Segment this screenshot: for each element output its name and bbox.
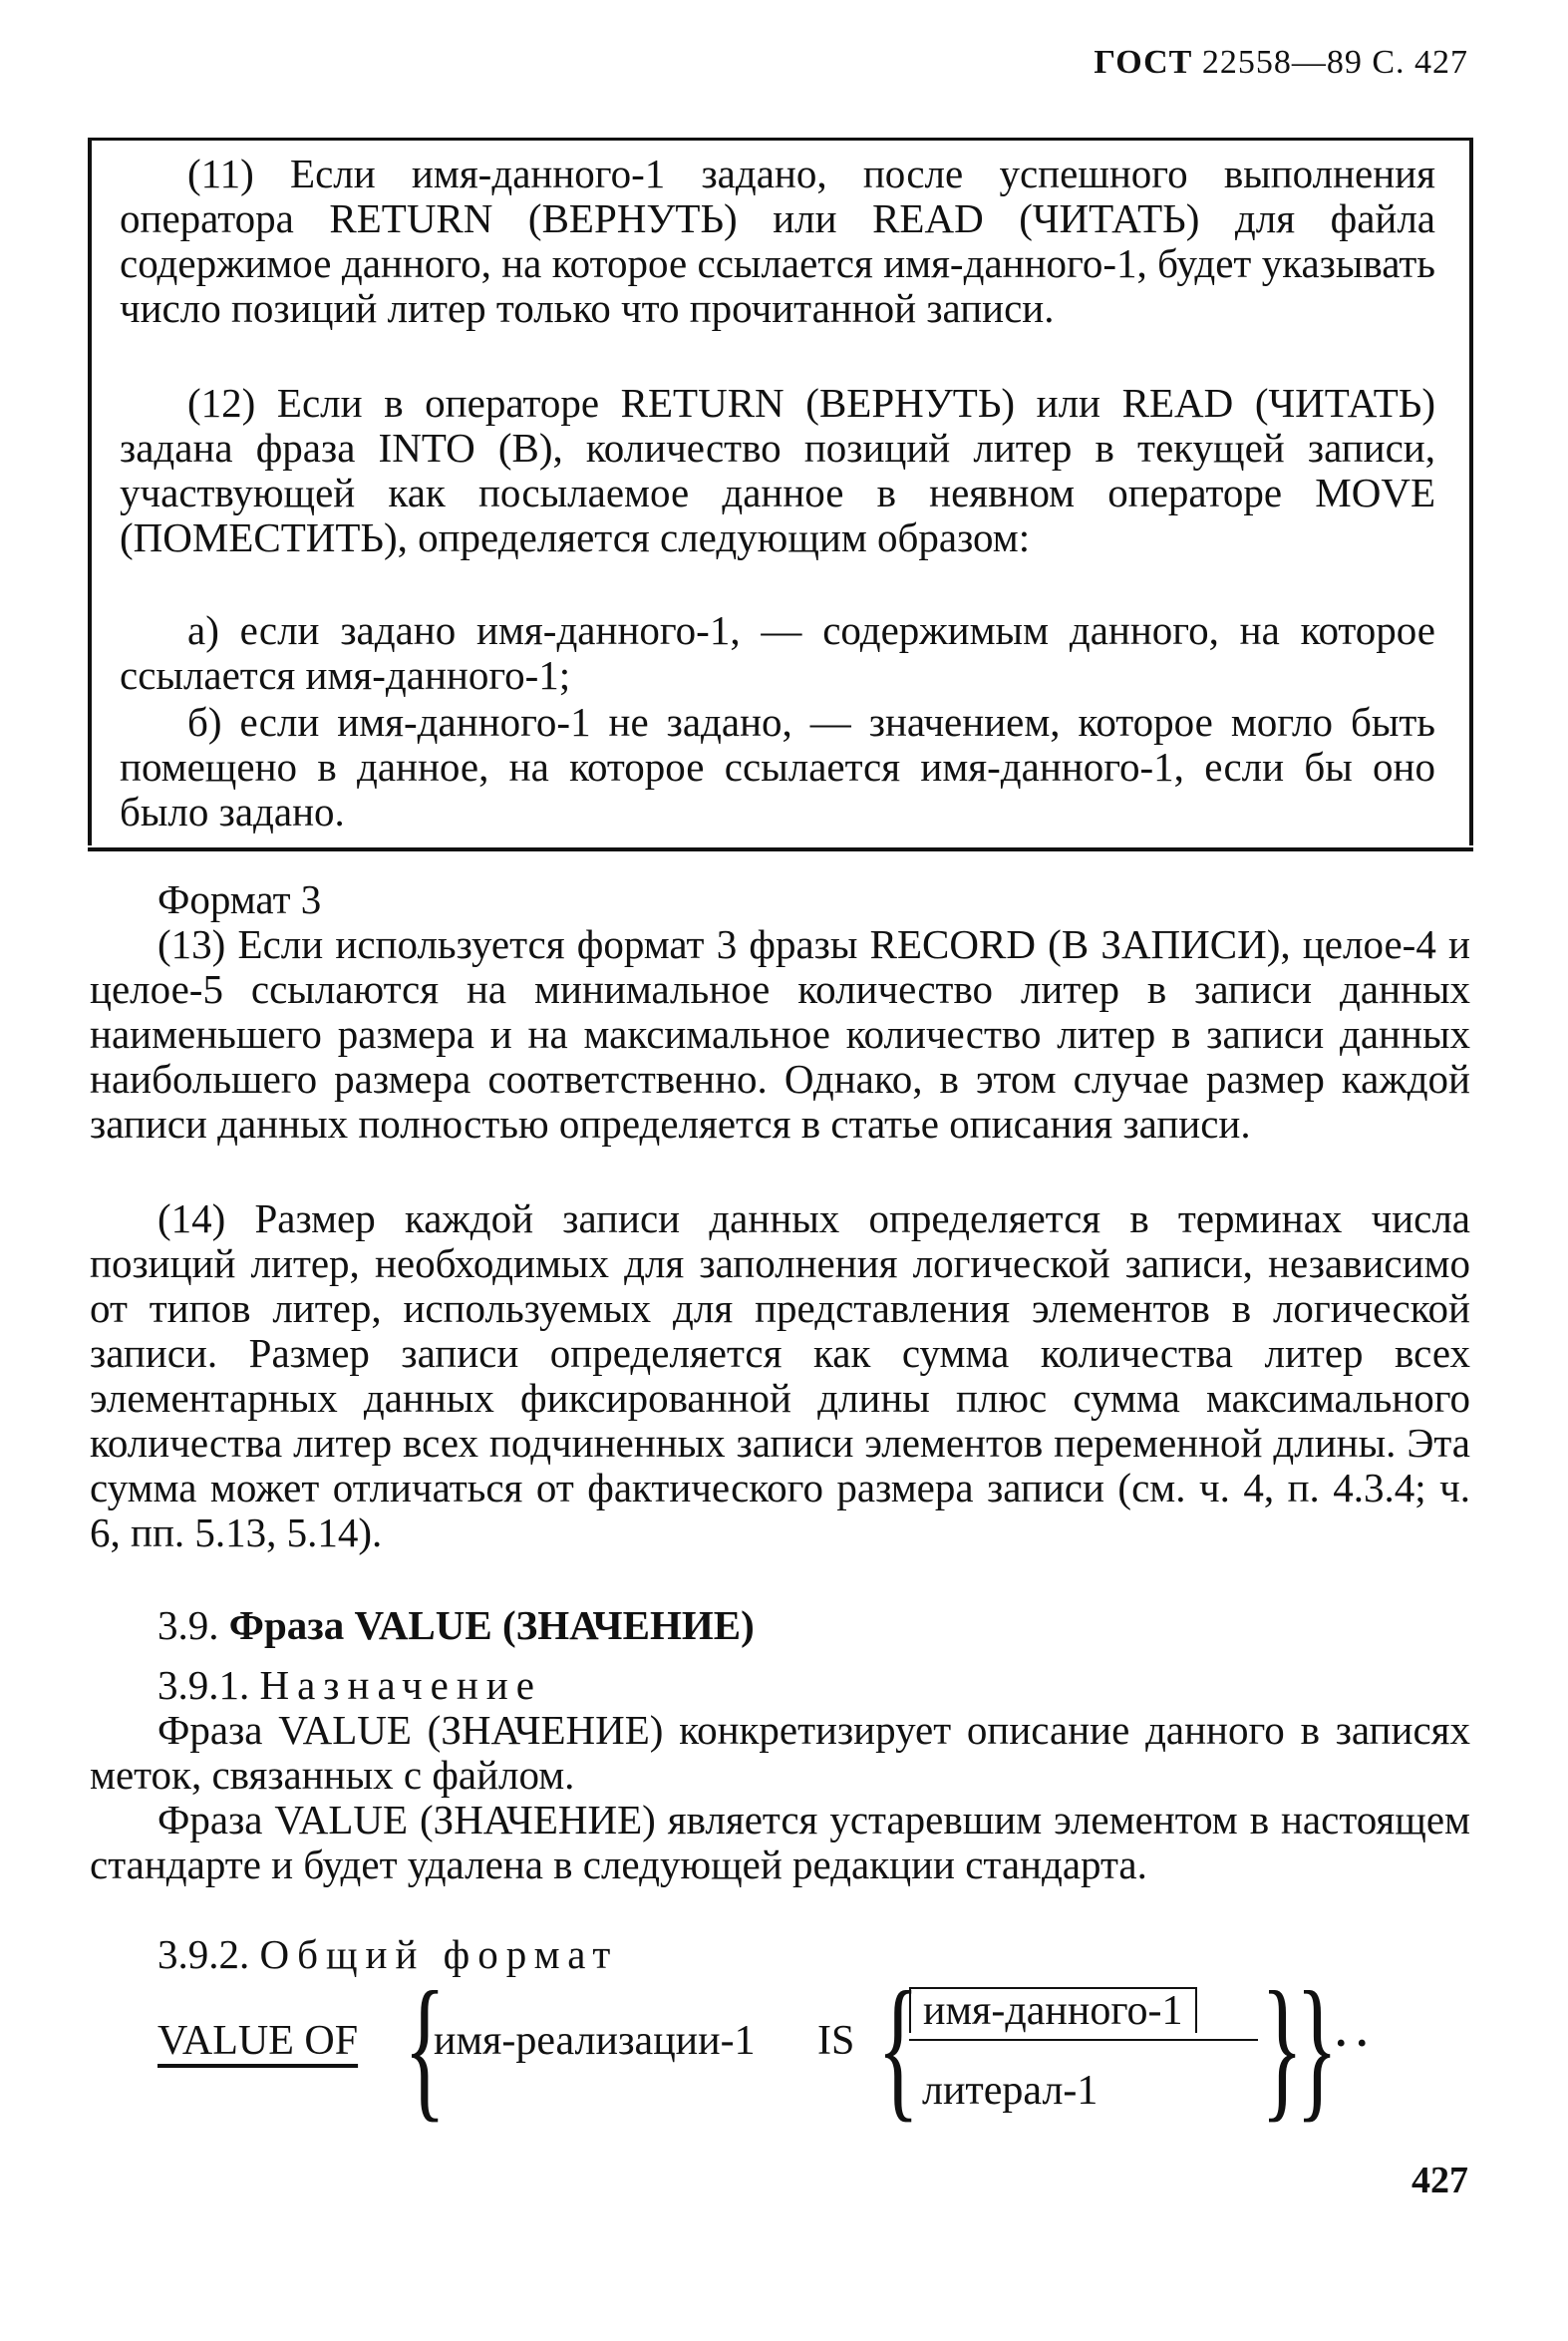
right-brace-outer: }: [1296, 1958, 1339, 2136]
syntax-option-1: имя-данного-1: [909, 1987, 1197, 2033]
subsection-1-heading: [90, 1663, 1470, 1708]
section-paragraph-1: Фраза VALUE (ЗНАЧЕНИЕ) конкретизирует описание данного в записях меток, связанных с файлом.: [90, 1707, 1470, 1798]
box-bottom-rule: [88, 847, 1473, 851]
standard-label: ГОСТ: [1094, 44, 1193, 81]
page-number: 427: [1411, 2160, 1468, 2201]
subsection-2-number: 3.9.2.: [157, 1931, 250, 1977]
syntax-is: IS: [817, 2018, 855, 2064]
section-title: Фраза VALUE (ЗНАЧЕНИЕ): [228, 1602, 755, 1648]
left-brace-outer: {: [404, 1958, 447, 2136]
subsection-1-title: Назначение: [259, 1662, 542, 1708]
paragraph-12b: б) если имя-данного-1 не задано, — значением, которое могло быть помещено в данное, на которое ссылается имя-данного-1, если бы оно было задано.: [120, 699, 1435, 835]
option-divider: [909, 2039, 1258, 2041]
format3-title: Формат 3: [157, 876, 322, 922]
paragraph-14: (14) Размер каждой записи данных определяется в терминах числа позиций литер, необходимых для заполнения логической записи, независимо от типов литер, используемых для представления элементов в логической записи. Размер записи определяется как сумма количества литер всех элементарных данных фиксированной длины плюс сумма максимального количества литер всех подчиненных записи элементов переменной длины. Эта сумма может отличаться от фактического размера записи (см. ч. 4, п. 4.3.4; ч. 6, пп. 5.13, 5.14).: [90, 1195, 1470, 1555]
section-heading: [90, 1603, 1470, 1648]
subsection-2-title: Общий формат: [259, 1931, 619, 1977]
paragraph-12: (12) Если в операторе RETURN (ВЕРНУТЬ) или READ (ЧИТАТЬ) задана фраза INTO (В), количество позиций литер в текущей записи, участвующей как посылаемое данное в неявном операторе MOVE (ПОМЕСТИТЬ), определяется следующим образом:: [120, 380, 1435, 560]
syntax-keyword: VALUE OF: [157, 2018, 359, 2064]
syntax-diagram: [0, 1958, 1568, 2178]
syntax-ellipsis: . .: [1336, 2010, 1368, 2056]
paragraph-11: (11) Если имя-данного-1 задано, после успешного выполнения оператора RETURN (ВЕРНУТЬ) или READ (ЧИТАТЬ) для файла содержимое данного, на которое ссылается имя-данного-1, будет указывать число позиций литер только что прочитанной записи.: [120, 151, 1435, 331]
header-page-label: С. 427: [1372, 44, 1468, 81]
section-number: 3.9.: [157, 1602, 219, 1648]
subsection-1-number: 3.9.1.: [157, 1662, 250, 1708]
syntax-impl-name: имя-реализации-1: [434, 2018, 756, 2064]
section-paragraph-2: Фраза VALUE (ЗНАЧЕНИЕ) является устаревшим элементом в настоящем стандарте и будет удалена в следующей редакции стандарта.: [90, 1797, 1470, 1887]
syntax-option-2: литерал-1: [922, 2068, 1098, 2114]
paragraph-12a: а) если задано имя-данного-1, — содержимым данного, на которое ссылается имя-данного-1;: [120, 607, 1435, 698]
standard-number: 22558—89: [1201, 44, 1363, 81]
paragraph-13: (13) Если используется формат 3 фразы RECORD (В ЗАПИСИ), целое-4 и целое-5 ссылаются на минимальное количество литер в записи данных наименьшего размера и на максимальное количество литер в записи данных наибольшего размера соответственно. Однако, в этом случае размер каждой записи данных полностью определяется в статье описания записи.: [90, 921, 1470, 1147]
page-header: [1094, 44, 1468, 82]
left-brace-inner: {: [877, 1958, 920, 2136]
right-brace-inner: }: [1261, 1958, 1304, 2136]
